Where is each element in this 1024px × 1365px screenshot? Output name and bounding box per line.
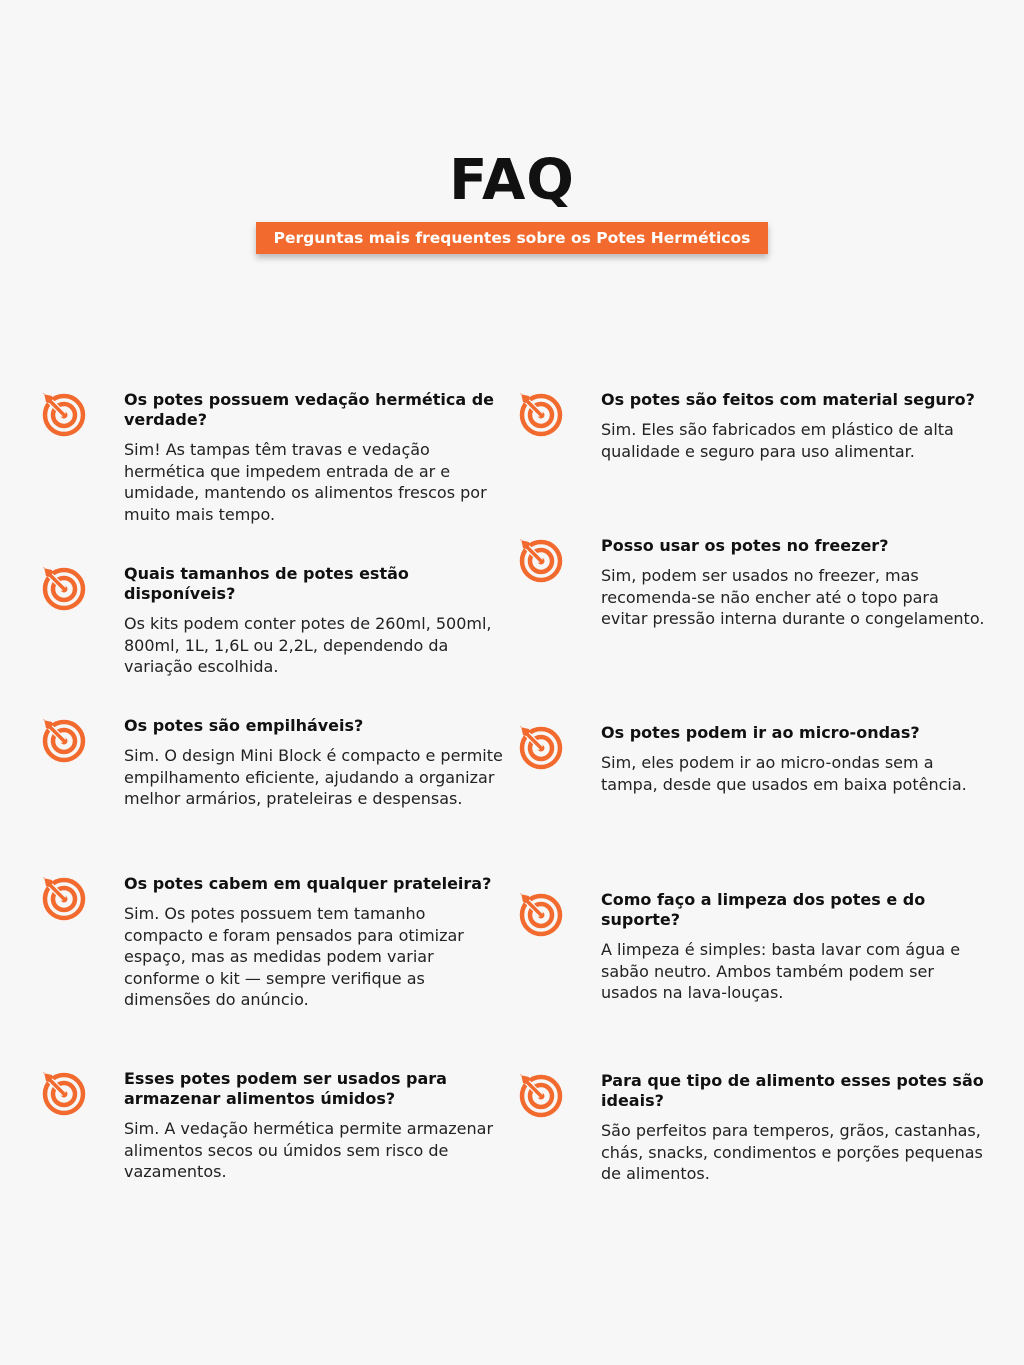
faq-answer: Sim, eles podem ir ao micro-ondas sem a tampa, desde que usados em baixa potência. <box>601 753 967 794</box>
faq-answer: Sim. O design Mini Block é compacto e permite empilhamento eficiente, ajudando a organizar melhor armários, prateleiras e despensas. <box>124 746 503 808</box>
faq-text <box>124 564 504 678</box>
faq-text <box>124 1069 504 1183</box>
target-icon <box>517 723 565 771</box>
faq-text <box>601 536 985 630</box>
faq-answer: Sim. A vedação hermética permite armazenar alimentos secos ou úmidos sem risco de vazamentos. <box>124 1119 494 1181</box>
faq-text <box>601 390 985 462</box>
target-icon <box>40 716 88 764</box>
faq-answer: Os kits podem conter potes de 260ml, 500ml, 800ml, 1L, 1,6L ou 2,2L, dependendo da variação escolhida. <box>124 614 492 676</box>
faq-text <box>124 716 504 810</box>
target-icon <box>517 536 565 584</box>
faq-answer: São perfeitos para temperos, grãos, castanhas, chás, snacks, condimentos e porções pequenas de alimentos. <box>601 1121 983 1183</box>
faq-text <box>601 1071 985 1185</box>
page-title: FAQ <box>449 148 575 213</box>
faq-question: Para que tipo de alimento esses potes são ideais? <box>601 1071 984 1110</box>
faq-text <box>601 890 985 1004</box>
faq-question: Quais tamanhos de potes estão disponíveis? <box>124 564 409 603</box>
target-icon <box>517 390 565 438</box>
faq-question: Os potes cabem em qualquer prateleira? <box>124 874 492 893</box>
faq-answer: Sim. Eles são fabricados em plástico de alta qualidade e seguro para uso alimentar. <box>601 420 954 461</box>
faq-question: Esses potes podem ser usados para armazenar alimentos úmidos? <box>124 1069 447 1108</box>
subtitle-badge: Perguntas mais frequentes sobre os Potes Herméticos <box>256 222 769 254</box>
faq-answer: Sim. Os potes possuem tem tamanho compacto e foram pensados para otimizar espaço, mas as medidas podem variar conforme o kit — sempre verifique as dimensões do anúncio. <box>124 904 464 1009</box>
faq-answer: Sim, podem ser usados no freezer, mas recomenda-se não encher até o topo para evitar pressão interna durante o congelamento. <box>601 566 985 628</box>
faq-question: Os potes são empilháveis? <box>124 716 364 735</box>
faq-question: Os potes são feitos com material seguro? <box>601 390 975 409</box>
faq-question: Os potes possuem vedação hermética de verdade? <box>124 390 495 429</box>
faq-answer: Sim! As tampas têm travas e vedação hermética que impedem entrada de ar e umidade, mantendo os alimentos frescos por muito mais tempo. <box>124 440 487 524</box>
faq-header <box>0 148 1024 254</box>
target-icon <box>40 390 88 438</box>
faq-question: Posso usar os potes no freezer? <box>601 536 889 555</box>
faq-answer: A limpeza é simples: basta lavar com água e sabão neutro. Ambos também podem ser usados na lava-louças. <box>601 940 961 1002</box>
target-icon <box>517 890 565 938</box>
faq-question: Os potes podem ir ao micro-ondas? <box>601 723 920 742</box>
faq-question: Como faço a limpeza dos potes e do suporte? <box>601 890 926 929</box>
target-icon <box>40 1069 88 1117</box>
faq-text <box>601 723 985 795</box>
target-icon <box>40 874 88 922</box>
faq-text <box>124 390 504 525</box>
target-icon <box>517 1071 565 1119</box>
target-icon <box>40 564 88 612</box>
faq-text <box>124 874 504 1011</box>
